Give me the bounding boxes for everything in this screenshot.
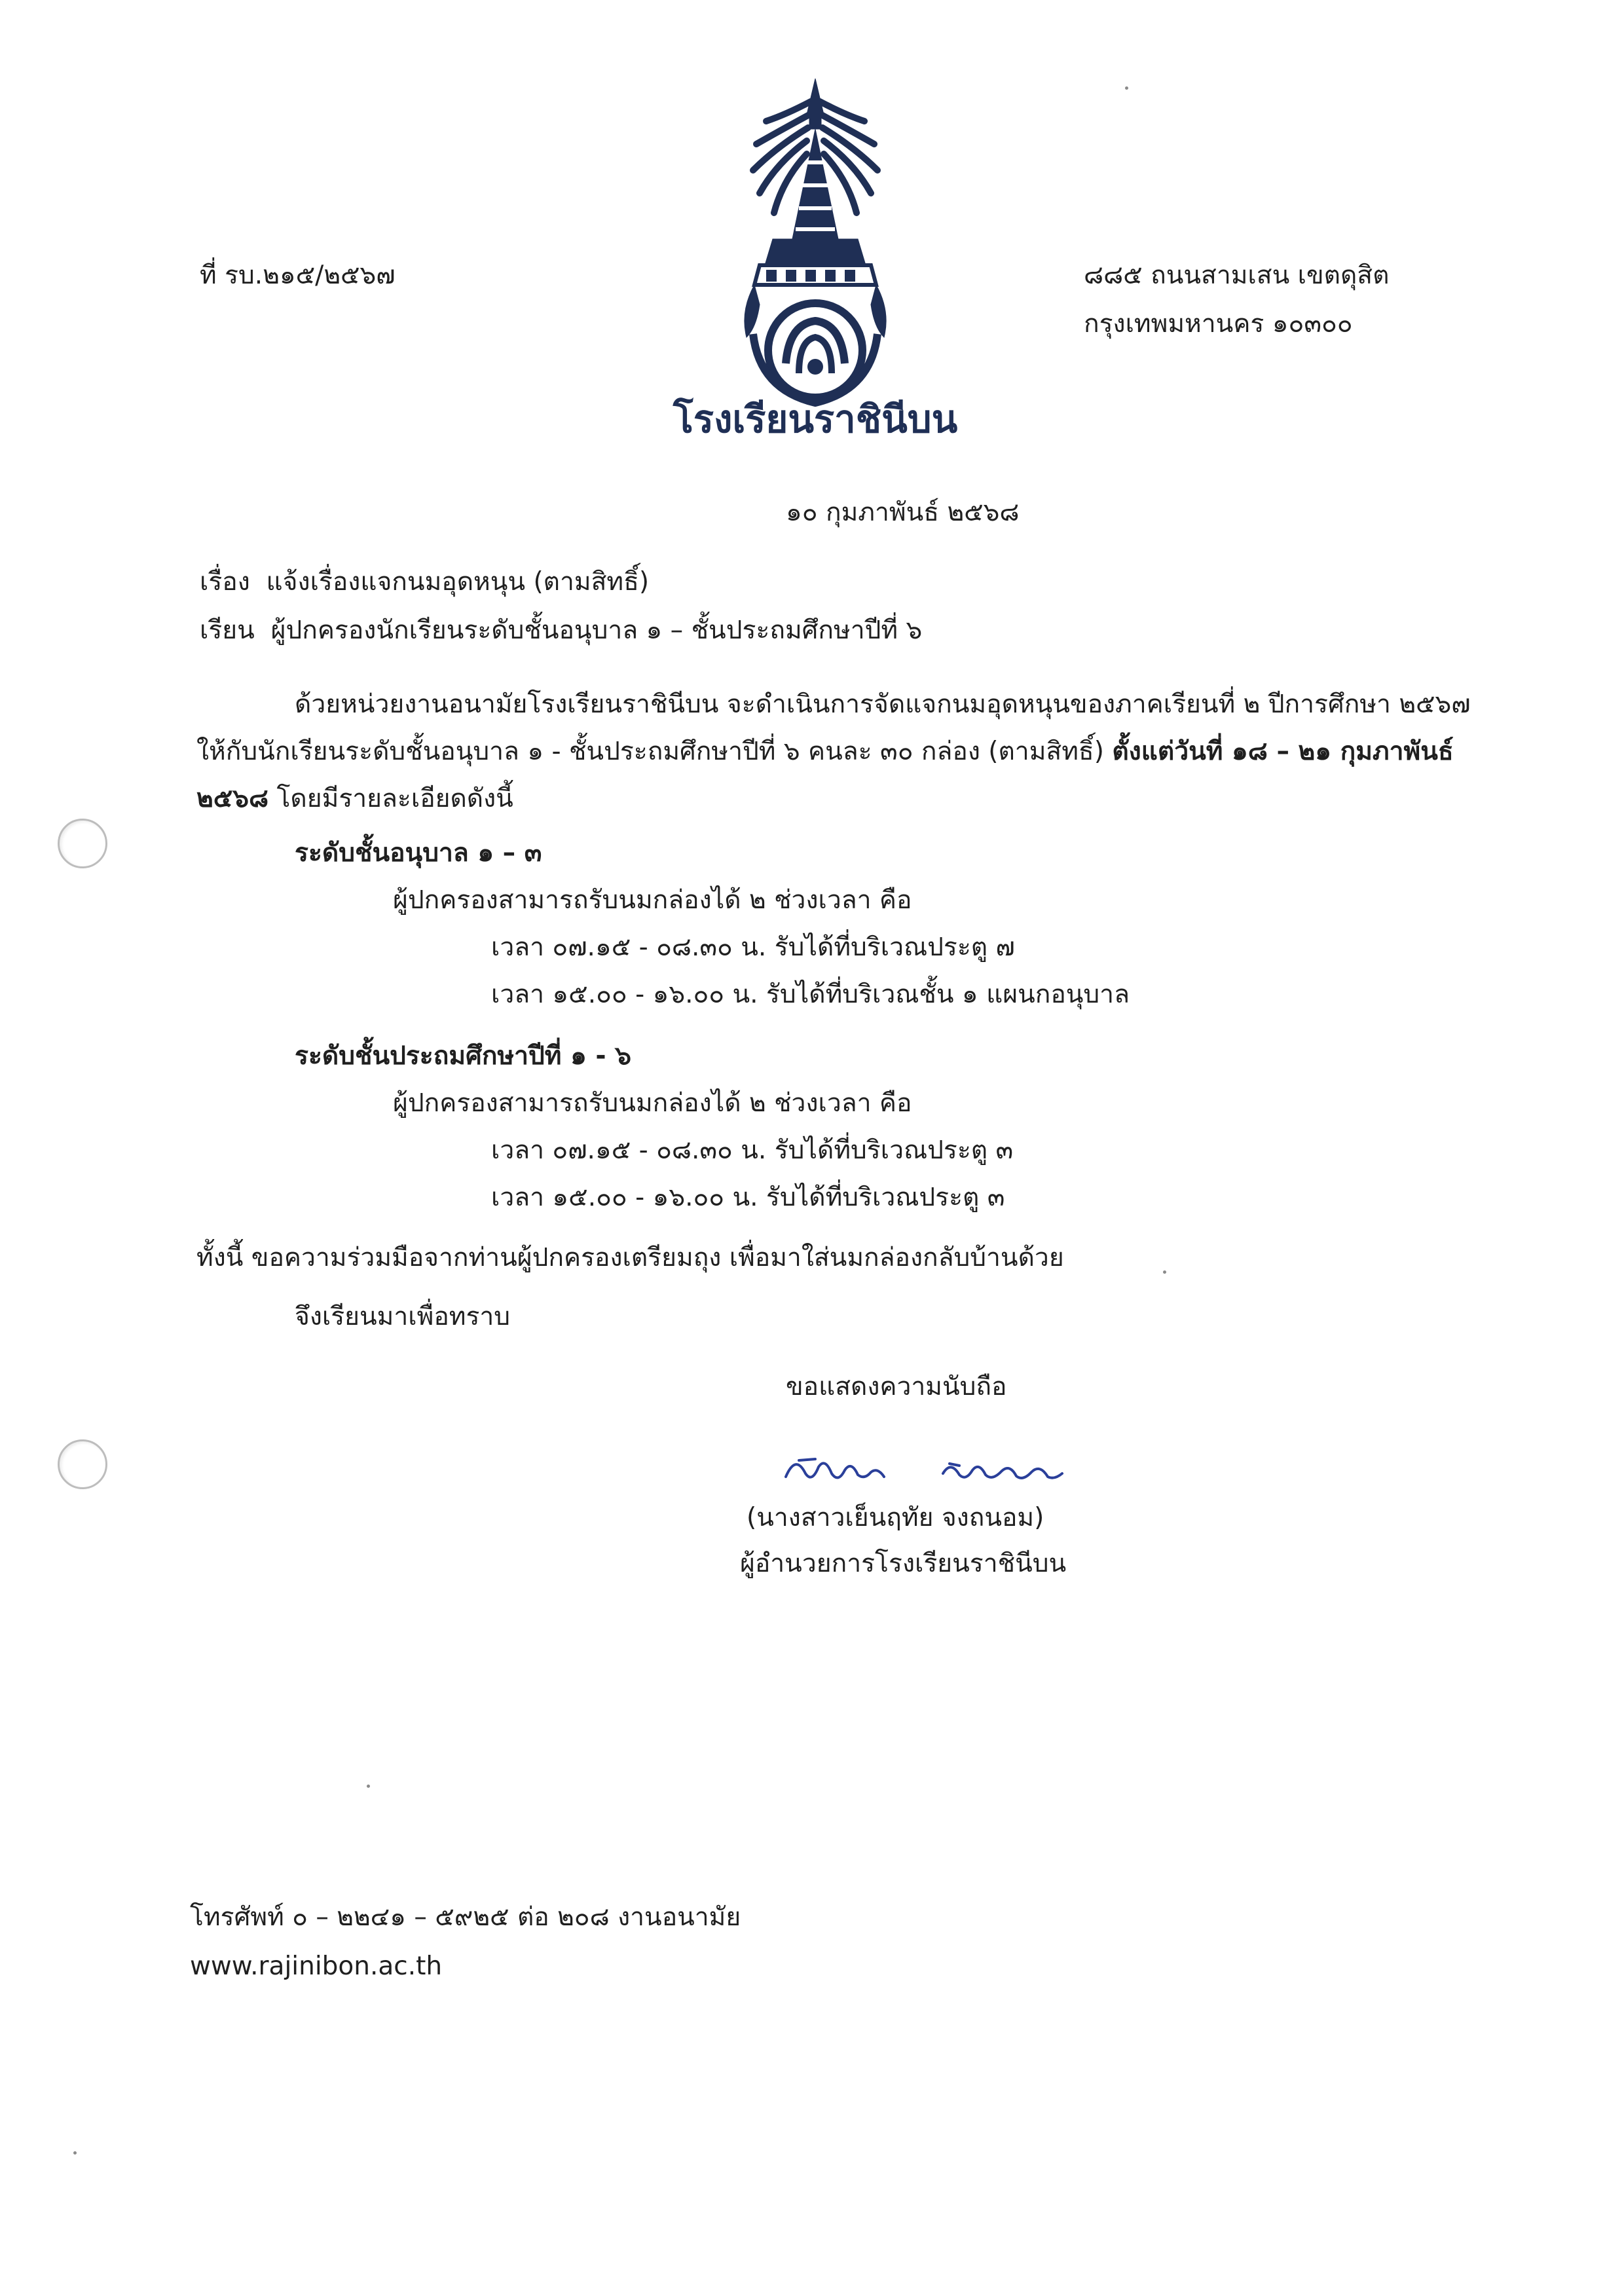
closing-request: ทั้งนี้ ขอความร่วมมือจากท่านผู้ปกครองเตรียมถุง เพื่อมาใส่นมกล่องกลับบ้านด้วย <box>196 1243 1064 1272</box>
subject-label: เรื่อง <box>200 567 250 597</box>
kindergarten-slot-2: เวลา ๑๕.๐๐ - ๑๖.๐๐ น. รับได้ที่บริเวณชั้น ๑ แผนกอนุบาล <box>491 980 1130 1009</box>
intro-dates-bold: ตั้งแต่วันที่ ๑๘ – ๒๑ กุมภาพันธ์ ๒๕๖๘ <box>196 737 1454 813</box>
primary-slot-1: เวลา ๐๗.๑๕ - ๐๘.๓๐ น. รับได้ที่บริเวณประตู ๓ <box>491 1136 1014 1165</box>
punch-hole-bottom <box>58 1439 107 1489</box>
subject-text: แจ้งเรื่องแจกนมอุดหนุน (ตามสิทธิ์) <box>266 567 650 597</box>
recipient-label: เรียน <box>200 616 255 645</box>
subject-line <box>200 567 649 598</box>
footer-phone: โทรศัพท์ ๐ – ๒๒๔๑ – ๕๙๒๕ ต่อ ๒๐๘ งานอนามัย <box>190 1902 741 1932</box>
primary-heading: ระดับชั้นประถมศึกษาปีที่ ๑ - ๖ <box>295 1041 631 1071</box>
letter-date: ๑๐ กุมภาพันธ์ ๒๕๖๘ <box>786 498 1020 527</box>
signatory-name: (นางสาวเย็นฤทัย จงถนอม) <box>747 1503 1044 1532</box>
kindergarten-slot-1: เวลา ๐๗.๑๕ - ๐๘.๓๐ น. รับได้ที่บริเวณประตู ๗ <box>491 933 1015 962</box>
closing-regards: ขอแสดงความนับถือ <box>786 1372 1007 1401</box>
recipient-text: ผู้ปกครองนักเรียนระดับชั้นอนุบาล ๑ – ชั้นประถมศึกษาปีที่ ๖ <box>270 616 923 645</box>
intro-text: ด้วยหน่วยงานอนามัยโรงเรียนราชินีบน จะดำเนินการจัดแจกนมอุดหนุนของภาคเรียนที่ ๒ ปีการศึกษา ๒๕๖๗ ให้กับนักเรียนระดับชั้นอนุบาล ๑ - ชั้นประถมศึกษาปีที่ ๖ คนละ ๓๐ กล่อง (ตามสิทธิ์) <box>196 690 1471 766</box>
intro-paragraph <box>196 681 1480 823</box>
kindergarten-note: ผู้ปกครองสามารถรับนมกล่องได้ ๒ ช่วงเวลา คือ <box>393 885 912 915</box>
closing-inform: จึงเรียนมาเพื่อทราบ <box>295 1302 511 1331</box>
primary-note: ผู้ปกครองสามารถรับนมกล่องได้ ๒ ช่วงเวลา คือ <box>393 1088 912 1118</box>
intro-tail: โดยมีรายละเอียดดังนี้ <box>276 784 513 813</box>
footer-website: www.rajinibon.ac.th <box>190 1952 443 1981</box>
logo-text: โรงเรียนราชินีบน <box>673 397 958 441</box>
scan-speck <box>1125 86 1128 90</box>
scan-speck <box>73 2151 77 2155</box>
scan-speck <box>1163 1270 1166 1274</box>
primary-slot-2: เวลา ๑๕.๐๐ - ๑๖.๐๐ น. รับได้ที่บริเวณประตู ๓ <box>491 1183 1005 1212</box>
reference-number: ที่ รบ.๒๑๕/๒๕๖๗ <box>200 261 396 290</box>
signatory-position: ผู้อำนวยการโรงเรียนราชินีบน <box>740 1549 1067 1578</box>
punch-hole-top <box>58 819 107 868</box>
kindergarten-heading: ระดับชั้นอนุบาล ๑ – ๓ <box>295 838 542 868</box>
address-line-2: กรุงเทพมหานคร ๑๐๓๐๐ <box>1084 309 1353 339</box>
scan-speck <box>367 1785 370 1788</box>
recipient-line <box>200 616 922 646</box>
address-line-1: ๘๘๕ ถนนสามเสน เขตดุสิต <box>1084 261 1390 290</box>
handwritten-signature <box>779 1447 1087 1493</box>
school-emblem-logo <box>673 75 958 442</box>
